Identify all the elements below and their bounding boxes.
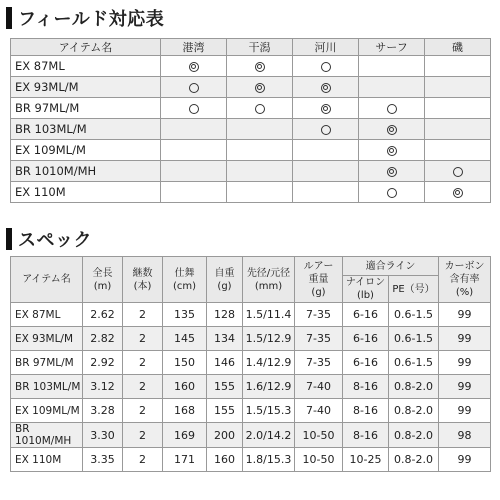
field-row: [11, 161, 491, 182]
field-cell: [425, 140, 491, 161]
double-circle-icon: [255, 83, 265, 93]
spec-cell-sections: 2: [123, 448, 163, 472]
closed-unit: (cm): [172, 280, 197, 292]
field-cell: [425, 161, 491, 182]
closed-label: 仕舞: [174, 267, 195, 279]
field-cell: [293, 182, 359, 203]
spec-section-title: スペック: [18, 230, 92, 251]
field-cell: [359, 182, 425, 203]
spec-cell-nylon: 10-25: [343, 448, 389, 472]
field-cell: [425, 98, 491, 119]
spec-cell-length: 2.92: [83, 351, 123, 375]
field-cell: [161, 77, 227, 98]
spec-cell-lure: 7-40: [295, 399, 343, 423]
spec-row: [11, 375, 491, 399]
length-unit: (m): [93, 280, 112, 292]
spec-header-sections: [123, 257, 163, 303]
spec-cell-nylon: 8-16: [343, 399, 389, 423]
field-cell: [161, 161, 227, 182]
spec-row: [11, 399, 491, 423]
spec-header-row-1: [11, 257, 491, 276]
spec-cell-pe: 0.8-2.0: [389, 423, 439, 448]
spec-cell-weight: 128: [207, 303, 243, 327]
double-circle-icon: [387, 146, 397, 156]
spec-row: [11, 351, 491, 375]
field-item-name: BR 103ML/M: [11, 119, 161, 140]
header-surf: サーフ: [359, 39, 425, 56]
spec-cell-pe: 0.6-1.5: [389, 303, 439, 327]
spec-cell-length: 3.30: [83, 423, 123, 448]
lure-unit: (g): [311, 287, 326, 298]
spec-table: [10, 256, 491, 472]
circle-icon: [255, 104, 265, 114]
field-cell: [161, 56, 227, 77]
spec-header-closed: [163, 257, 207, 303]
lure-label: ルアー: [303, 261, 334, 272]
spec-cell-closed: 150: [163, 351, 207, 375]
field-cell: [359, 56, 425, 77]
spec-cell-length: 2.82: [83, 327, 123, 351]
field-item-name: EX 87ML: [11, 56, 161, 77]
spec-header-length: [83, 257, 123, 303]
carbon-label: カーボン: [444, 261, 485, 272]
field-cell: [425, 182, 491, 203]
field-row: [11, 77, 491, 98]
field-cell: [293, 98, 359, 119]
field-cell: [227, 119, 293, 140]
spec-cell-pe: 0.6-1.5: [389, 327, 439, 351]
double-circle-icon: [255, 62, 265, 72]
field-cell: [161, 182, 227, 203]
spec-cell-lure: 10-50: [295, 423, 343, 448]
field-cell: [359, 77, 425, 98]
spec-cell-closed: 145: [163, 327, 207, 351]
spec-cell-sections: 2: [123, 399, 163, 423]
spec-cell-lure: 10-50: [295, 448, 343, 472]
spec-cell-length: 3.28: [83, 399, 123, 423]
spec-cell-carbon: 99: [439, 303, 491, 327]
circle-icon: [453, 167, 463, 177]
field-section-header: [6, 6, 164, 30]
diameter-label: 先径/元径: [246, 267, 291, 279]
spec-cell-closed: 135: [163, 303, 207, 327]
spec-cell-diameter: 1.5/11.4: [243, 303, 295, 327]
spec-row: [11, 327, 491, 351]
spec-cell-sections: 2: [123, 327, 163, 351]
spec-cell-nylon: 6-16: [343, 351, 389, 375]
length-label: 全長: [92, 267, 113, 279]
spec-cell-lure: 7-35: [295, 303, 343, 327]
field-row: [11, 98, 491, 119]
field-cell: [293, 119, 359, 140]
spec-header-nylon: [343, 276, 389, 303]
spec-cell-sections: 2: [123, 303, 163, 327]
spec-cell-closed: 168: [163, 399, 207, 423]
field-cell: [161, 98, 227, 119]
field-cell: [359, 119, 425, 140]
circle-icon: [189, 83, 199, 93]
spec-cell-diameter: 1.6/12.9: [243, 375, 295, 399]
spec-cell-carbon: 99: [439, 327, 491, 351]
double-circle-icon: [387, 167, 397, 177]
field-item-name: EX 110M: [11, 182, 161, 203]
field-item-name: BR 1010M/MH: [11, 161, 161, 182]
field-row: [11, 182, 491, 203]
sections-label: 継数: [132, 267, 153, 279]
field-cell: [227, 98, 293, 119]
spec-cell-nylon: 8-16: [343, 375, 389, 399]
field-row: [11, 140, 491, 161]
spec-cell-item: EX 93ML/M: [11, 327, 83, 351]
field-cell: [227, 161, 293, 182]
field-table-header-row: [11, 39, 491, 56]
field-cell: [425, 119, 491, 140]
field-table: [10, 38, 491, 203]
spec-cell-weight: 155: [207, 399, 243, 423]
spec-cell-closed: 171: [163, 448, 207, 472]
field-row: [11, 119, 491, 140]
spec-cell-carbon: 99: [439, 375, 491, 399]
spec-cell-pe: 0.8-2.0: [389, 448, 439, 472]
spec-header-lure: [295, 257, 343, 303]
spec-cell-weight: 146: [207, 351, 243, 375]
spec-cell-diameter: 1.8/15.3: [243, 448, 295, 472]
double-circle-icon: [387, 125, 397, 135]
spec-cell-diameter: 2.0/14.2: [243, 423, 295, 448]
spec-cell-lure: 7-35: [295, 351, 343, 375]
double-circle-icon: [321, 83, 331, 93]
spec-cell-weight: 160: [207, 448, 243, 472]
spec-cell-weight: 155: [207, 375, 243, 399]
spec-cell-pe: 0.8-2.0: [389, 375, 439, 399]
header-rocky-shore: 磯: [425, 39, 491, 56]
spec-row: [11, 448, 491, 472]
field-cell: [227, 182, 293, 203]
sections-unit: (本): [133, 280, 152, 292]
header-river: 河川: [293, 39, 359, 56]
spec-cell-diameter: 1.5/15.3: [243, 399, 295, 423]
field-section-title: フィールド対応表: [18, 9, 165, 30]
field-cell: [425, 56, 491, 77]
spec-cell-sections: 2: [123, 375, 163, 399]
spec-cell-length: 3.35: [83, 448, 123, 472]
spec-cell-pe: 0.8-2.0: [389, 399, 439, 423]
spec-cell-carbon: 99: [439, 448, 491, 472]
spec-cell-lure: 7-35: [295, 327, 343, 351]
spec-section-header: [6, 227, 92, 251]
diameter-unit: (mm): [254, 280, 283, 292]
spec-cell-length: 3.12: [83, 375, 123, 399]
spec-cell-item: EX 110M: [11, 448, 83, 472]
nylon-unit: (lb): [357, 290, 374, 301]
spec-cell-lure: 7-40: [295, 375, 343, 399]
spec-cell-pe: 0.6-1.5: [389, 351, 439, 375]
spec-cell-carbon: 98: [439, 423, 491, 448]
spec-cell-item: EX 109ML/M: [11, 399, 83, 423]
header-item-name: アイテム名: [11, 39, 161, 56]
spec-cell-nylon: 6-16: [343, 303, 389, 327]
spec-cell-item: BR 103ML/M: [11, 375, 83, 399]
spec-cell-closed: 169: [163, 423, 207, 448]
field-cell: [227, 56, 293, 77]
spec-header-diameter: [243, 257, 295, 303]
field-cell: [359, 140, 425, 161]
weight-unit: (g): [217, 280, 232, 292]
field-item-name: BR 97ML/M: [11, 98, 161, 119]
spec-cell-diameter: 1.5/12.9: [243, 327, 295, 351]
lure-label-2: 重量: [308, 274, 329, 285]
header-harbor: 港湾: [161, 39, 227, 56]
spec-cell-sections: 2: [123, 351, 163, 375]
section-bar-icon: [6, 7, 12, 29]
spec-cell-nylon: 6-16: [343, 327, 389, 351]
field-cell: [161, 140, 227, 161]
spec-row: [11, 423, 491, 448]
double-circle-icon: [189, 62, 199, 72]
weight-label: 自重: [214, 267, 235, 279]
spec-cell-weight: 134: [207, 327, 243, 351]
field-cell: [293, 77, 359, 98]
field-cell: [425, 77, 491, 98]
nylon-label: ナイロン: [345, 277, 386, 288]
carbon-label-2: 含有率: [449, 274, 480, 285]
circle-icon: [321, 125, 331, 135]
field-cell: [293, 140, 359, 161]
spec-cell-item: BR 97ML/M: [11, 351, 83, 375]
spec-header-weight: [207, 257, 243, 303]
spec-cell-closed: 160: [163, 375, 207, 399]
spec-header-carbon: [439, 257, 491, 303]
field-row: [11, 56, 491, 77]
spec-header-pe: PE（号）: [389, 276, 439, 303]
field-cell: [293, 56, 359, 77]
header-tidal-flat: 干潟: [227, 39, 293, 56]
field-cell: [161, 119, 227, 140]
field-cell: [359, 98, 425, 119]
field-item-name: EX 109ML/M: [11, 140, 161, 161]
spec-cell-nylon: 8-16: [343, 423, 389, 448]
field-cell: [359, 161, 425, 182]
double-circle-icon: [453, 188, 463, 198]
spec-cell-carbon: 99: [439, 351, 491, 375]
circle-icon: [387, 188, 397, 198]
spec-header-line-group: 適合ライン: [343, 257, 439, 276]
field-cell: [227, 140, 293, 161]
spec-cell-diameter: 1.4/12.9: [243, 351, 295, 375]
circle-icon: [387, 104, 397, 114]
carbon-unit: (%): [455, 287, 474, 298]
field-item-name: EX 93ML/M: [11, 77, 161, 98]
spec-cell-item: BR 1010M/MH: [11, 423, 83, 448]
circle-icon: [189, 104, 199, 114]
spec-cell-sections: 2: [123, 423, 163, 448]
spec-row: [11, 303, 491, 327]
spec-cell-length: 2.62: [83, 303, 123, 327]
field-cell: [227, 77, 293, 98]
spec-header-item: アイテム名: [11, 257, 83, 303]
spec-cell-carbon: 99: [439, 399, 491, 423]
section-bar-icon: [6, 228, 12, 250]
spec-cell-item: EX 87ML: [11, 303, 83, 327]
field-cell: [293, 161, 359, 182]
circle-icon: [321, 62, 331, 72]
spec-cell-weight: 200: [207, 423, 243, 448]
double-circle-icon: [321, 104, 331, 114]
